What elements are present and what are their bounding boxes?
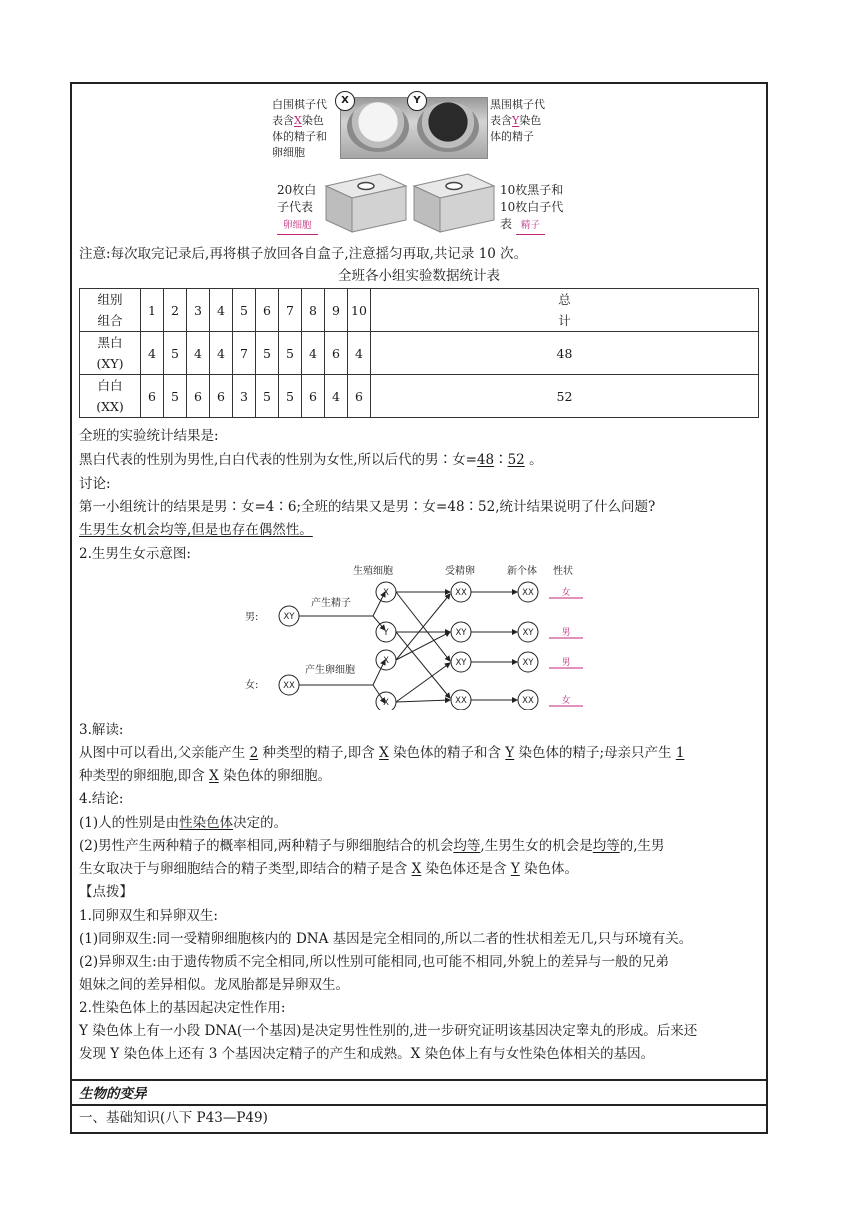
conclusion-heading: 4.结论: [79,791,124,807]
section-divider-bottom [70,1104,768,1106]
results-line: 黑白代表的性别为男性,白白代表的性别为女性,所以后代的男∶女=48∶52 。 [79,452,543,468]
note-text: 注意:每次取完记录后,再将棋子放回各自盒子,注意摇匀再取,共记录 10 次。 [79,246,528,262]
female-parent-genotype: XX [283,681,295,691]
value-cell: 5 [256,332,279,375]
value-cell: 6 [141,375,164,418]
tips-item-2a-line1: Y 染色体上有一小段 DNA(一个基因)是决定男性性别的,进一步研究证明该基因决定睾丸的形成。后来还 [79,1023,698,1039]
conclusion-1: (1)人的性别是由性染色体决定的。 [79,815,288,831]
individual-2: XY [522,628,534,638]
conclusion-3: 生女取决于与卵细胞结合的精子类型,即结合的精子是含 X 染色体还是含 Y 染色体。 [79,861,579,877]
value-cell: 7 [233,332,256,375]
tips-item-1: 1.同卵双生和异卵双生: [79,908,218,924]
row-label-cell: 黑白 (XY) [80,332,141,375]
table-row [80,332,759,375]
value-cell: 4 [210,332,233,375]
zygote-2: XY [455,628,467,638]
tips-item-2a-line2: 发现 Y 染色体上还有 3 个基因决定精子的产生和成熟。X 染色体上有与女性染色体相关的基因。 [79,1046,655,1062]
col-label-trait: 性状 [553,566,573,577]
zygote-1: XX [455,588,467,598]
white-stone-bowl [347,102,409,152]
discussion-question: 第一小组统计的结果是男∶女=4∶6;全班的结果又是男∶女=48∶52,统计结果说明了什么问题? [79,499,656,515]
header-label-cell: 组别 组合 [80,289,141,332]
col-label-individual: 新个体 [507,566,537,577]
male-arrow-label: 产生精子 [311,598,351,609]
discussion-heading: 讨论: [79,476,111,492]
value-cell: 5 [279,332,302,375]
gamete-3: X [383,656,389,666]
value-cell: 6 [187,375,210,418]
total-cell: 48 [371,332,759,375]
value-cell: 5 [164,375,187,418]
tips-item-2: 2.性染色体上的基因起决定性作用: [79,1000,286,1016]
conclusion-2: (2)男性产生两种精子的概率相同,两种精子与卵细胞结合的机会均等,生男生女的机会是均等的,生男 [79,838,665,854]
mixed-stone-box [410,172,496,234]
value-cell: 6 [302,375,325,418]
y-badge: Y [407,91,427,111]
tips-item-1b-line2: 姐妹之间的差异相似。龙凤胎都是异卵双生。 [79,977,349,993]
header-group-cell: 4 [210,289,233,332]
individual-1: XX [522,588,534,598]
male-parent-genotype: XY [283,612,295,622]
discussion-answer: 生男生女机会均等,但是也存在偶然性。 [79,522,313,538]
header-group-cell: 9 [325,289,348,332]
value-cell: 5 [256,375,279,418]
value-cell: 4 [187,332,210,375]
value-cell: 4 [141,332,164,375]
tips-item-1a: (1)同卵双生:同一受精卵细胞核内的 DNA 基因是完全相同的,所以二者的性状相差无几,只与环境有关。 [79,931,693,947]
x-badge: X [335,91,355,111]
individual-3: XY [522,658,534,668]
header-total-cell: 总 计 [371,289,759,332]
value-cell: 6 [348,375,371,418]
tips-heading: 【点拨】 [79,884,133,900]
stats-table [79,288,759,418]
gamete-1: X [383,588,389,598]
section-title: 生物的变异 [79,1086,147,1102]
trait-2: 男 [561,628,571,638]
gamete-2: Y [383,628,389,638]
white-stone-box [322,172,408,234]
header-group-cell: 3 [187,289,210,332]
zygote-3: XY [455,658,467,668]
female-arrow-label: 产生卵细胞 [305,665,355,676]
interpret-heading: 3.解读: [79,722,124,738]
table-row [80,375,759,418]
value-cell: 3 [233,375,256,418]
header-group-cell: 1 [141,289,164,332]
section-subtitle: 一、基础知识(八下 P43—P49) [79,1110,268,1126]
header-group-cell: 6 [256,289,279,332]
value-cell: 4 [348,332,371,375]
col-label-gametes: 生殖细胞 [353,566,393,577]
white-stone-caption: 白围棋子代 表含X染色 体的精子和 卵细胞 [272,98,327,159]
interpret-line-1: 从图中可以看出,父亲能产生 2 种类型的精子,即含 X 染色体的精子和含 Y 染色体的精子;母亲只产生 1 [79,745,685,761]
table-header-row [80,289,759,332]
value-cell: 6 [210,375,233,418]
black-stone-caption: 黑围棋子代 表含Y染色 体的精子 [490,98,545,143]
table-title: 全班各小组实验数据统计表 [338,268,500,284]
trait-4: 女 [561,696,571,706]
value-cell: 4 [325,375,348,418]
individual-4: XX [522,696,534,706]
sex-determination-diagram [245,560,605,710]
diagram-heading: 2.生男生女示意图: [79,546,191,562]
header-group-cell: 5 [233,289,256,332]
trait-3: 男 [561,658,571,668]
white-box-caption: 20枚白 子代表 卵细胞 [277,182,318,235]
value-cell: 6 [325,332,348,375]
col-label-zygote: 受精卵 [445,566,475,577]
female-label: 女: [245,680,259,691]
gamete-4: X [383,698,389,708]
zygote-4: XX [455,696,467,706]
row-label-cell: 白白 (XX) [80,375,141,418]
header-group-cell: 10 [348,289,371,332]
header-group-cell: 7 [279,289,302,332]
header-group-cell: 8 [302,289,325,332]
mixed-box-caption: 10枚黑子和 10枚白子代 表 精子 [500,182,563,235]
black-stone-bowl [417,102,479,152]
male-label: 男: [245,612,259,623]
trait-1: 女 [561,588,571,598]
section-divider-top [70,1079,768,1081]
results-heading: 全班的实验统计结果是: [79,428,219,444]
interpret-line-2: 种类型的卵细胞,即含 X 染色体的卵细胞。 [79,768,332,784]
tips-item-1b-line1: (2)异卵双生:由于遗传物质不完全相同,所以性别可能相同,也可能不相同,外貌上的差异与一般的兄弟 [79,954,670,970]
value-cell: 5 [164,332,187,375]
value-cell: 4 [302,332,325,375]
header-group-cell: 2 [164,289,187,332]
value-cell: 5 [279,375,302,418]
total-cell: 52 [371,375,759,418]
